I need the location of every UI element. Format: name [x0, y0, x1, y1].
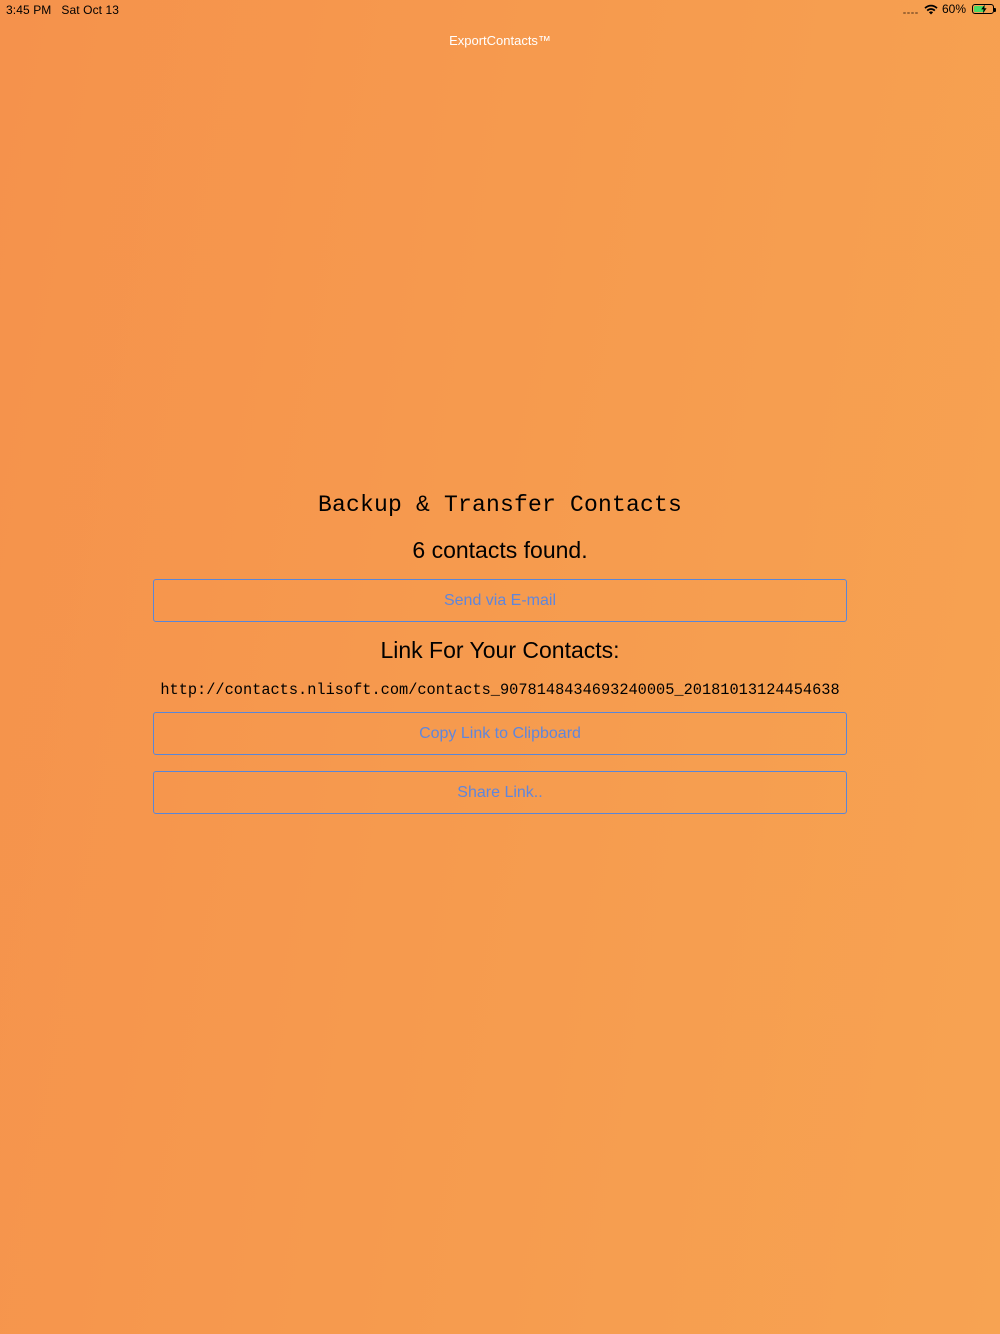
share-link-button[interactable]: Share Link.. — [153, 771, 847, 814]
send-via-email-button[interactable]: Send via E-mail — [153, 579, 847, 622]
battery-cap — [994, 8, 996, 12]
main-content — [153, 488, 847, 814]
battery-percent: 60% — [941, 2, 966, 16]
nav-title: ExportContacts™ — [449, 33, 551, 48]
link-heading: Link For Your Contacts: — [380, 637, 620, 663]
status-right — [903, 2, 994, 16]
charging-bolt-icon — [979, 4, 989, 14]
status-time: 3:45 PM — [6, 3, 52, 17]
status-left — [6, 3, 119, 17]
contacts-count: 6 contacts found. — [412, 537, 588, 563]
contacts-link-url: http://contacts.nlisoft.com/contacts_9078148434693240005_20181013124454638 — [160, 681, 840, 699]
cellular-signal-icon — [903, 4, 918, 14]
page-title: Backup & Transfer Contacts — [317, 492, 683, 518]
status-date: Sat Oct 13 — [61, 3, 120, 17]
wifi-icon — [924, 4, 938, 15]
copy-link-button[interactable]: Copy Link to Clipboard — [153, 712, 847, 755]
status-bar — [0, 0, 1000, 20]
battery-icon — [972, 4, 994, 14]
